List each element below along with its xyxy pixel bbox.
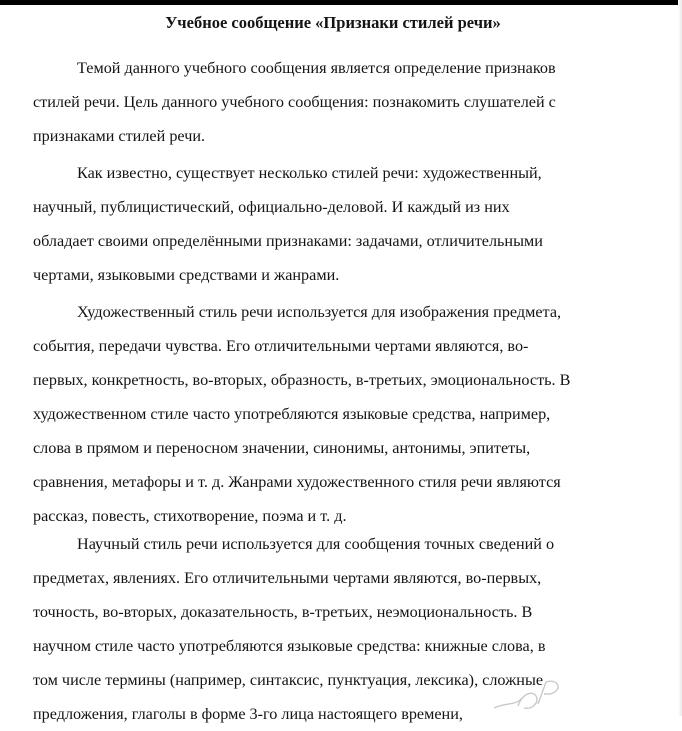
- paragraph-line: точность, во-вторых, доказательность, в-третьих, неэмоциональность. В: [33, 603, 533, 621]
- paragraph-line: обладает своими определёнными признаками: задачами, отличительными: [33, 232, 543, 250]
- paragraph-line: Научный стиль речи используется для сообщения точных сведений о: [77, 535, 555, 553]
- paragraph-line: стилей речи. Цель данного учебного сообщения: познакомить слушателей с: [33, 93, 556, 111]
- paragraph-line: Как известно, существует несколько стилей речи: художественный,: [77, 164, 542, 182]
- paragraph-line: сравнения, метафоры и т. д. Жанрами художественного стиля речи являются: [33, 473, 561, 491]
- paragraph-line: художественном стиле часто употребляются языковые средства, например,: [33, 405, 551, 423]
- paragraph-line: предложения, глаголы в форме 3-го лица настоящего времени,: [33, 705, 463, 723]
- paragraph-line: предметах, явлениях. Его отличительными чертами являются, во-первых,: [33, 569, 542, 587]
- paragraph-styles-list: [33, 156, 543, 292]
- paragraph-line: научный, публицистический, официально-деловой. И каждый из них: [33, 198, 510, 216]
- paragraph-line: Художественный стиль речи используется для изображения предмета,: [77, 303, 562, 321]
- paragraph-scientific-style: [33, 527, 554, 731]
- document-title: Учебное сообщение «Признаки стилей речи»: [165, 13, 501, 32]
- paragraph-intro: [33, 51, 556, 153]
- paragraph-artistic-style: [33, 295, 570, 533]
- paragraph-line: чертами, языковыми средствами и жанрами.: [33, 266, 340, 284]
- paragraph-line: первых, конкретность, во-вторых, образность, в-третьих, эмоциональность. В: [33, 371, 571, 389]
- watermark-mark: [488, 668, 568, 712]
- paragraph-line: события, передачи чувства. Его отличительными чертами являются, во-: [33, 337, 529, 355]
- paragraph-line: том числе термины (например, синтаксис, пунктуация, лексика), сложные: [33, 671, 544, 689]
- top-edge-bar: [0, 0, 682, 5]
- paragraph-line: Темой данного учебного сообщения является определение признаков: [77, 59, 556, 77]
- paragraph-line: научном стиле часто употребляются языковые средства: книжные слова, в: [33, 637, 546, 655]
- paragraph-line: признаками стилей речи.: [33, 127, 206, 145]
- paragraph-line: рассказ, повесть, стихотворение, поэма и т. д.: [33, 507, 347, 525]
- paragraph-line: слова в прямом и переносном значении, синонимы, антонимы, эпитеты,: [33, 439, 531, 457]
- page-right-edge: [678, 0, 682, 716]
